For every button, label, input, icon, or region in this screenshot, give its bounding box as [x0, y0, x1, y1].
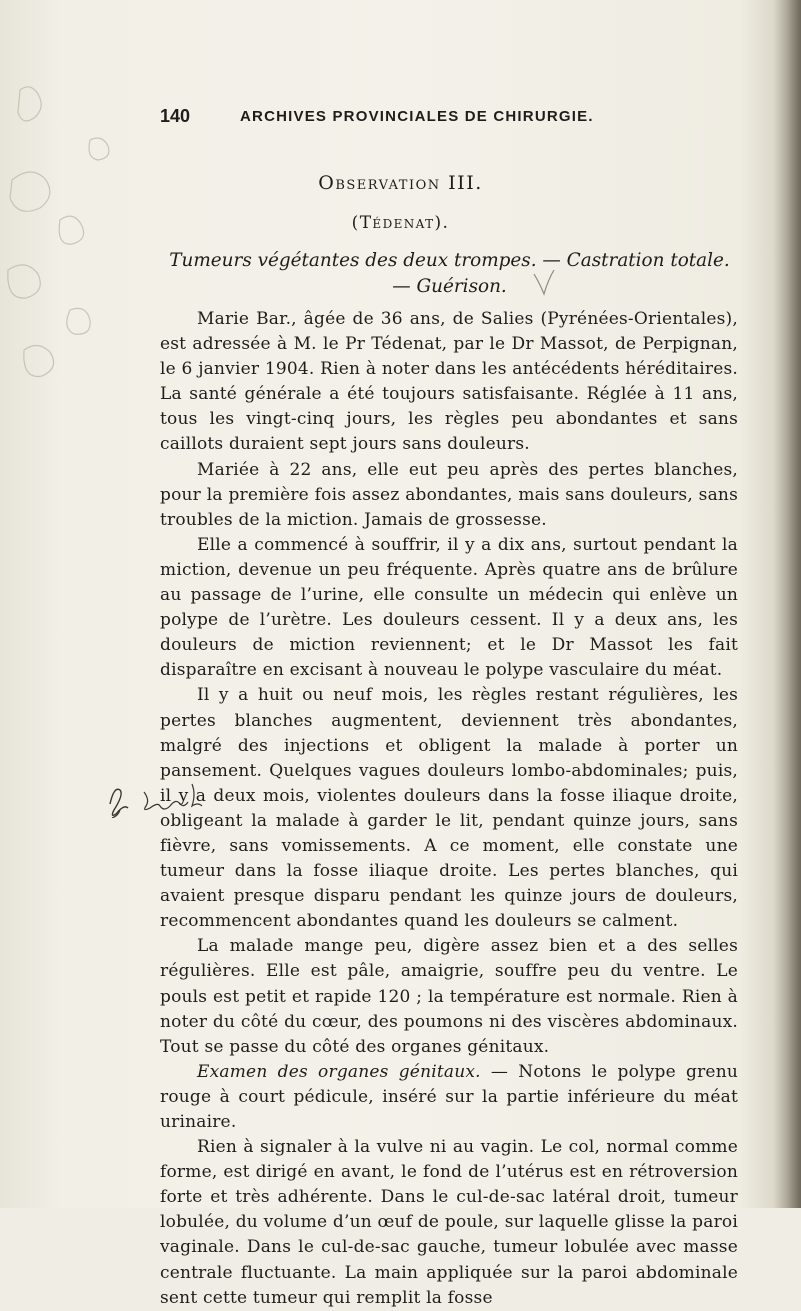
paragraph [160, 934, 738, 1059]
observation-author: (Tédenat). [351, 213, 450, 233]
paragraph [160, 1060, 738, 1135]
paragraph [160, 458, 738, 533]
paragraph-text: — Notons le polype grenu rouge à court pédicule, inséré sur la partie inférieure du méat urinaire. [160, 1061, 738, 1132]
paragraph-text: Elle a commencé à souffrir, il y a dix ans, surtout pendant la miction, devenue un peu fréquente. Après quatre ans de brûlure au passage de l’urine, elle consulte un médecin qui enlève un polype de l’urètre. Les douleurs cessent. Il y a deux ans, les douleurs de miction reviennent; et le Dr Massot les fait disparaître en excisant à nouveau le polype vasculaire du méat. [160, 534, 738, 681]
paragraph [160, 307, 738, 458]
paragraph-text: Mariée à 22 ans, elle eut peu après des pertes blanches, pour la première fois assez abondantes, mais sans douleurs, sans troubles de la miction. Jamais de grossesse. [160, 459, 738, 530]
paragraph-text: Marie Bar., âgée de 36 ans, de Salies (Pyrénées-Orientales), est adressée à M. le Pr Tédenat, par le Dr Massot, de Perpignan, le 6 janvier 1904. Rien à noter dans les antécédents héréditaires. La santé générale a été toujours satisfaisante. Réglée à 11 ans, tous les vingt-cinq jours, les règles peu abondantes et sans caillots duraient sept jours sans douleurs. [160, 309, 738, 455]
paragraph [160, 683, 738, 934]
paragraph-text: La malade mange peu, digère assez bien et a des selles régulières. Elle est pâle, amaigrie, souffre peu du ventre. Le pouls est petit et rapide 120 ; la température est normale. Rien à noter du côté du cœur, des poumons ni des viscères abdominaux. Tout se passe du côté des organes génitaux. [160, 936, 738, 1057]
page-number: 140 [160, 106, 191, 126]
paragraph-text: Il y a huit ou neuf mois, les règles restant régulières, les pertes blanches augmentent, deviennent très abondantes, malgré des injections et obligent la malade à porter un pansement. Quelques vagues douleurs lombo-abdominales; puis, il y a deux mois, violentes douleurs dans la fosse iliaque droite, obligeant la malade à garder le lit, pendant quinze jours, sans fièvre, sans vomissements. A ce moment, elle constate une tumeur dans la fosse iliaque droite. Les pertes blanches, qui avaient presque disparu pendant les quinze jours de douleurs, recommencent abondantes quand les douleurs se calment. [160, 685, 738, 932]
body-text [160, 307, 738, 1311]
running-title: ARCHIVES PROVINCIALES DE CHIRURGIE. [240, 108, 594, 125]
section-lead: Examen des organes génitaux. [197, 1061, 481, 1082]
margin-stain-decoration [0, 60, 160, 480]
paragraph-text: Rien à signaler à la vulve ni au vagin. Le col, normal comme forme, est dirigé en avant, le fond de l’utérus est en rétroversion forte et très adhérente. Dans le cul-de-sac latéral droit, tumeur lobulée, du volume d’un œuf de poule, sur laquelle glisse la paroi vaginale. Dans le cul-de-sac gauche, tumeur lobulée avec masse centrale fluctuante. La main appliquée sur la paroi abdominale sent cette tumeur qui remplit la fosse [160, 1137, 738, 1308]
paragraph [160, 533, 738, 684]
paragraph [160, 1135, 738, 1311]
observation-title: Observation III. [318, 172, 483, 194]
case-title: Tumeurs végétantes des deux trompes. — Castration totale. — Guérison. [169, 250, 730, 297]
